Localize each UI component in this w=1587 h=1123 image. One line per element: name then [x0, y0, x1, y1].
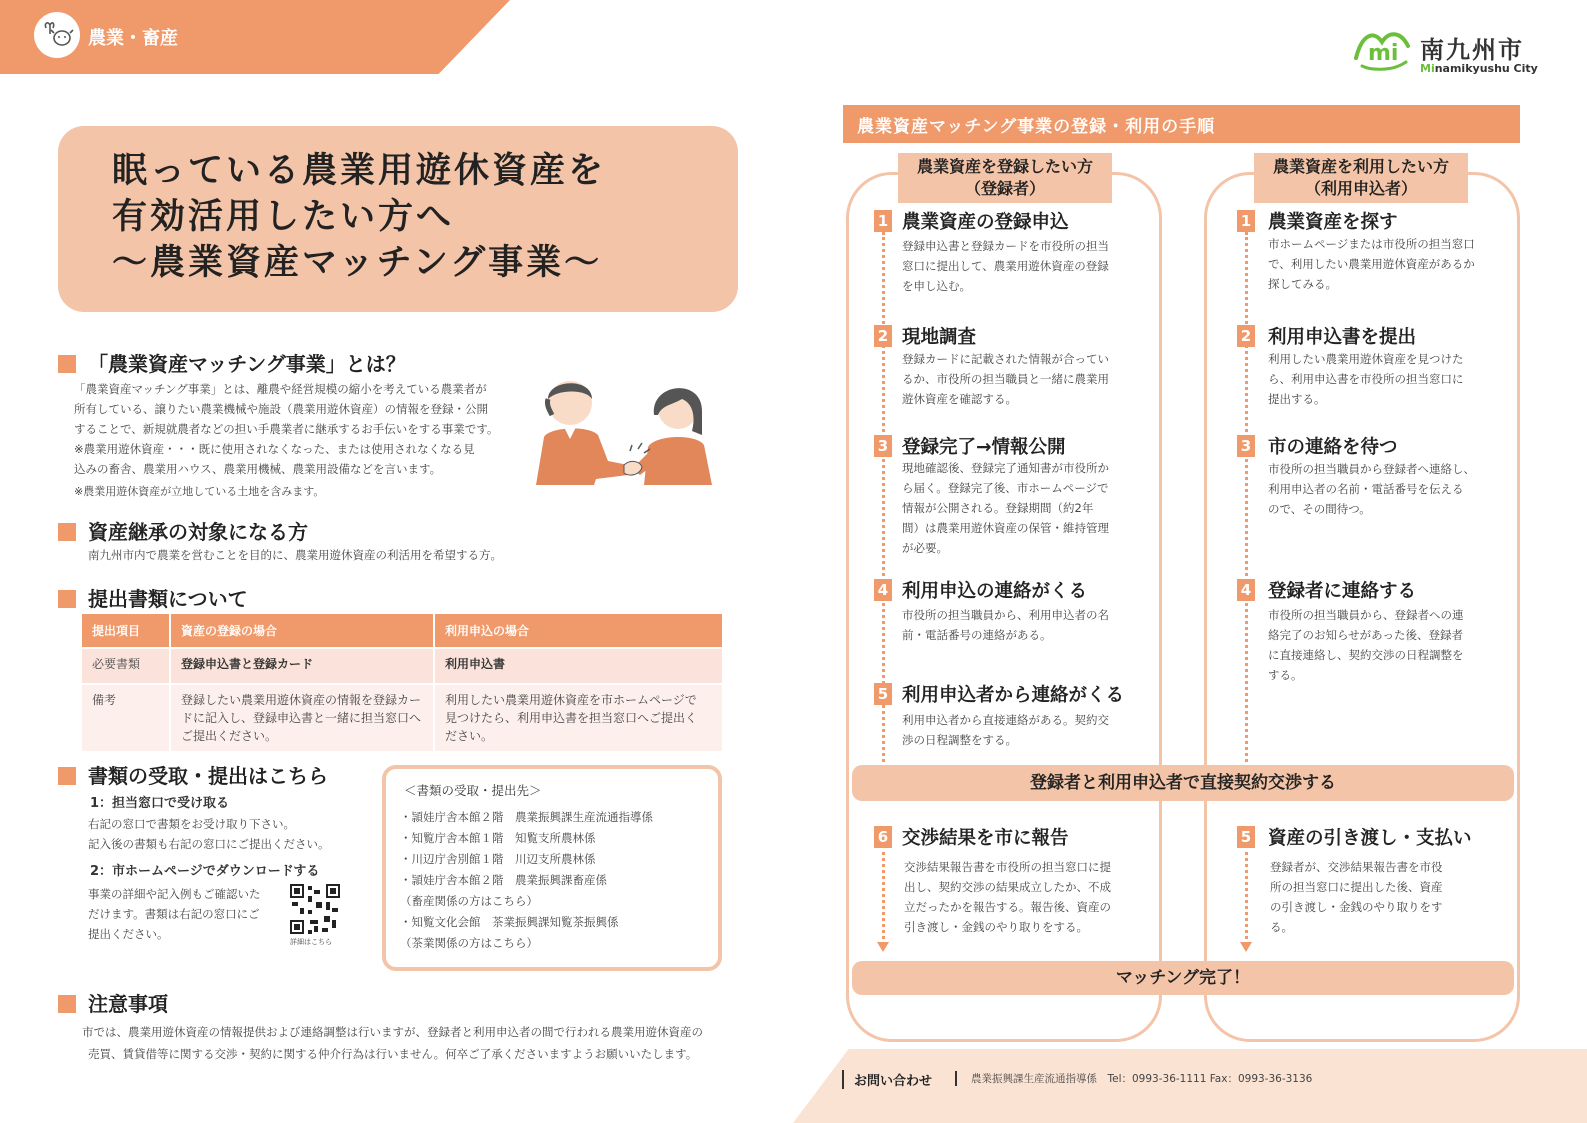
qr-caption: 詳細はこちら: [290, 938, 332, 946]
down-arrow-icon: [877, 942, 889, 952]
table-cell: 利用したい農業用遊休資産を市ホームページで 見つけたら、利用申込書を担当窓口へご提出く ださい。: [434, 684, 723, 751]
method1-description: 右記の窓口で書類をお受け取り下さい。 記入後の書類も右記の窓口にご提出ください。: [88, 817, 330, 851]
section-heading-receive: 書類の受取・提出はこちら: [58, 760, 328, 789]
heading-square-icon: [58, 523, 76, 541]
step-number: 3: [1237, 435, 1255, 457]
step-title: 農業資産の登録申込: [902, 212, 1069, 233]
submission-item: ・知覧文化会館 茶業振興課知覧茶振興係: [400, 915, 619, 929]
city-logo: [1352, 26, 1542, 80]
table-header: 資産の登録の場合: [170, 614, 434, 648]
what-description: 「農業資産マッチング事業」とは、離農や経営規模の縮小を考えている農業者が 所有している、譲りたい農業機械や施設（農業用遊休資産）の情報を登録・公開 することで、新規就農者などの担い手農業者に継承するお手伝いをする事業です。 ※農業用遊休資産・・・既に使用されなくなった、または使用されなくなる見 込みの畜舎、農業用ハウス、農業用機械、農業用設備などを言います。: [74, 382, 499, 476]
city-logo-mark: [1352, 26, 1414, 76]
section-heading-what: 「農業資産マッチング事業」とは？: [58, 348, 406, 377]
flow-line: [1245, 845, 1248, 945]
table-cell: 必要書類: [82, 648, 170, 684]
step-description: 利用したい農業用遊休資産を見つけた ら、利用申込書を市役所の担当窓口に 提出する。: [1268, 352, 1464, 406]
target-description: 南九州市内で農業を営むことを目的に、農業用遊休資産の利活用を希望する方。: [88, 548, 502, 562]
step-number: 1: [874, 210, 892, 232]
step-title: 登録完了→情報公開: [902, 437, 1066, 458]
step-description: 市役所の担当職員から登録者へ連絡し、 利用申込者の名前・電話番号を伝える ので、その間待つ。: [1268, 462, 1475, 516]
step-number: 2: [1237, 325, 1255, 347]
step-number: 2: [874, 325, 892, 347]
contact-info: 農業振興課生産流通指導係 Tel：0993-36-1111 Fax：0993-36-3136: [955, 1071, 1312, 1086]
step-description: 登録者が、交渉結果報告書を市役 所の担当窓口に提出した後、資産 の引き渡し・金銭のやり取りをす る。: [1270, 860, 1443, 934]
step-number: 5: [1237, 826, 1255, 848]
logo-mark-letters: mi: [1368, 41, 1399, 66]
complete-bar: マッチング完了！: [852, 961, 1514, 995]
step-description: 市ホームページまたは市役所の担当窓口 で、利用したい農業用遊休資産があるか 探してみる。: [1268, 237, 1475, 291]
step-title: 資産の引き渡し・支払い: [1268, 828, 1472, 849]
submission-item: ・知覧庁舎本館１階 知覧支所農林係: [400, 831, 596, 845]
step-title: 利用申込書を提出: [1268, 327, 1417, 348]
submission-item: （畜産関係の方はこちら）: [400, 894, 538, 908]
step-number: 3: [874, 435, 892, 457]
section-heading-documents: 提出書類について: [58, 583, 248, 612]
title-box: [58, 126, 738, 312]
table-cell: 備考: [82, 684, 170, 751]
method2-description: 事業の詳細や記入例もご確認いた だけます。書類は右記の窓口にご 提出ください。: [88, 887, 261, 941]
title-line: 眠っている農業用遊休資産を: [112, 151, 607, 191]
title-line: ～農業資産マッチング事業～: [112, 243, 603, 283]
section-heading-target: 資産継承の対象になる方: [58, 516, 308, 545]
step-description: 市役所の担当職員から、利用申込者の名 前・電話番号の連絡がある。: [902, 608, 1109, 642]
table-header: 利用申込の場合: [434, 614, 723, 648]
heading-square-icon: [58, 590, 76, 608]
step-description: 登録カードに記載された情報が合ってい るか、市役所の担当職員と一緒に農業用 遊休資産を確認する。: [902, 352, 1109, 406]
step-title: 利用申込の連絡がくる: [902, 581, 1088, 602]
submission-item: ・頴娃庁舎本館２階 農業振興課畜産係: [400, 873, 607, 887]
step-description: 現地確認後、登録完了通知書が市役所か ら届く。登録完了後、市ホームページで 情報が公開される。登録期間（約2年 間）は農業用遊休資産の保管・維持管理 が必要。: [902, 461, 1109, 555]
section-heading-caution: 注意事項: [58, 988, 168, 1017]
documents-table: [82, 614, 724, 751]
submission-item: ・頴娃庁舎本館２階 農業振興課生産流通指導係: [400, 810, 653, 824]
step-number: 1: [1237, 210, 1255, 232]
qr-code[interactable]: [290, 884, 340, 934]
down-arrow-icon: [1240, 942, 1252, 952]
submission-box-title: ＜書類の受取・提出先＞: [404, 783, 542, 798]
caution-text: 市では、農業用遊休資産の情報提供および連絡調整は行いますが、登録者と利用申込者の間で行われる農業用遊休資産の 売買、賃貸借等に関する交渉・契約に関する仲介行為は行いません。何卒ご了承くださいますようお願いいたします。: [82, 1025, 703, 1061]
heading-square-icon: [58, 355, 76, 373]
applicant-tag: 農業資産を利用したい方 （利用申込者）: [1254, 153, 1468, 203]
registrant-tag: 農業資産を登録したい方 （登録者）: [898, 153, 1112, 203]
submission-item: （茶業関係の方はこちら）: [400, 936, 538, 950]
step-description: 交渉結果報告書を市役所の担当窓口に提 出し、契約交渉の結果成立したか、不成 立だったかを報告する。報告後、資産の 引き渡し・金銭のやり取りをする。: [904, 860, 1111, 934]
method2-title: 2：市ホームページでダウンロードする: [90, 864, 320, 879]
step-number: 6: [874, 826, 892, 848]
table-cell: 登録申込書と登録カード: [170, 648, 434, 684]
step-number: 4: [874, 579, 892, 601]
table-row: [82, 648, 723, 684]
step-title: 市の連絡を待つ: [1268, 437, 1398, 458]
step-title: 交渉結果を市に報告: [902, 828, 1069, 849]
category-label: 農業・畜産: [88, 28, 178, 49]
step-description: 登録申込書と登録カードを市役所の担当 窓口に提出して、農業用遊休資産の登録 を申し込む。: [902, 239, 1109, 293]
heading-square-icon: [58, 767, 76, 785]
handshake-illustration: [536, 375, 716, 490]
table-row: [82, 684, 723, 751]
step-title: 現地調査: [902, 327, 977, 348]
flow-line: [882, 845, 885, 945]
heading-square-icon: [58, 995, 76, 1013]
submission-item: ・川辺庁舎別館１階 川辺支所農林係: [400, 852, 596, 866]
contact-label: お問い合わせ: [842, 1070, 932, 1089]
step-title: 利用申込者から連絡がくる: [902, 685, 1125, 706]
negotiation-bar: 登録者と利用申込者で直接契約交渉する: [852, 765, 1514, 801]
table-cell: 登録したい農業用遊休資産の情報を登録カー ドに記入し、登録申込書と一緒に担当窓口へ ご提出ください。: [170, 684, 434, 751]
city-name: 南九州市: [1420, 36, 1524, 64]
method1-title: 1：担当窓口で受け取る: [90, 796, 230, 811]
step-description: 市役所の担当職員から、登録者への連 絡完了のお知らせがあった後、登録者 に直接連絡し、契約交渉の日程調整を する。: [1268, 608, 1464, 682]
table-cell: 利用申込書: [434, 648, 723, 684]
city-name-romaji: Minamikyushu City: [1420, 62, 1538, 75]
step-title: 農業資産を探す: [1268, 212, 1398, 233]
what-note: ※農業用遊休資産が立地している土地を含みます。: [74, 485, 325, 498]
flow-line: [1245, 232, 1248, 762]
step-title: 登録者に連絡する: [1268, 581, 1417, 602]
table-header: 提出項目: [82, 614, 170, 648]
procedure-header: 農業資産マッチング事業の登録・利用の手順: [843, 105, 1520, 143]
title-line: 有効活用したい方へ: [112, 197, 455, 237]
step-description: 利用申込者から直接連絡がある。契約交 渉の日程調整をする。: [902, 713, 1109, 747]
step-number: 4: [1237, 579, 1255, 601]
farm-icon: [34, 12, 80, 58]
submission-box: [382, 765, 722, 971]
step-number: 5: [874, 683, 892, 705]
